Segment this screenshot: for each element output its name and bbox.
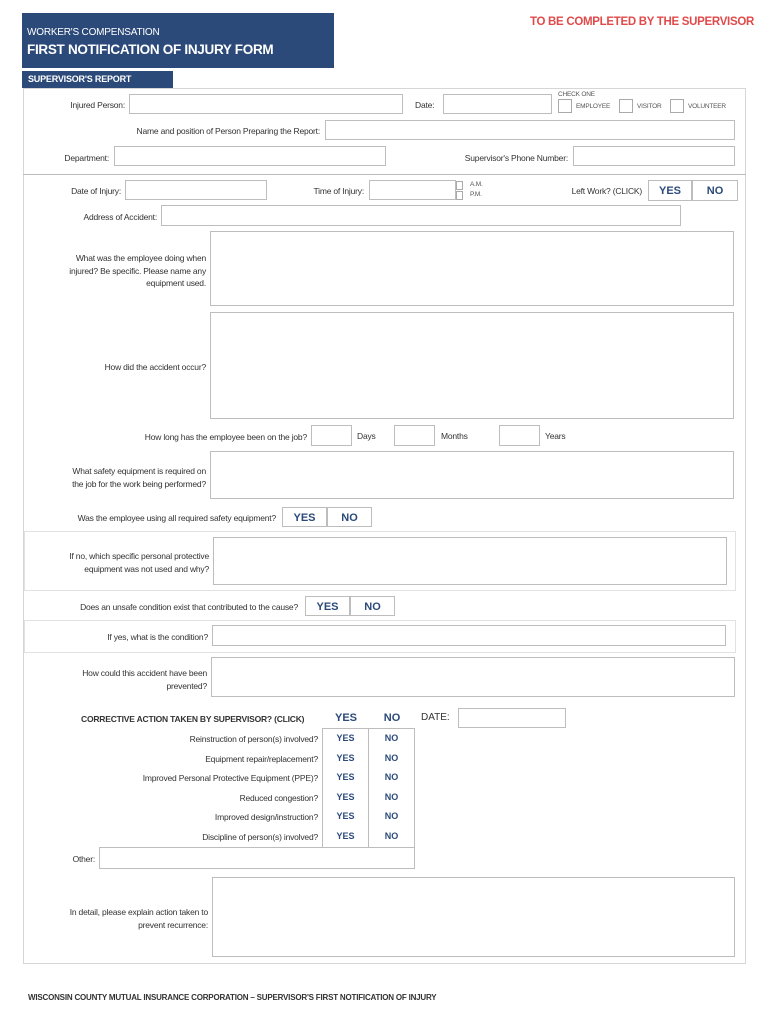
action-no-button[interactable]: NO	[384, 733, 399, 743]
preparer-input[interactable]	[325, 120, 735, 140]
action-no-button[interactable]: NO	[384, 753, 399, 763]
left-work-label: Left Work? (CLICK)	[571, 186, 642, 196]
section-title: SUPERVISOR'S REPORT	[28, 74, 132, 84]
corrective-date-label: DATE:	[421, 712, 450, 723]
months-input[interactable]	[394, 425, 435, 446]
grid-line	[414, 728, 415, 848]
action-no-button[interactable]: NO	[384, 772, 399, 782]
visitor-checkbox[interactable]	[619, 99, 633, 113]
action-label: Equipment repair/replacement?	[205, 754, 318, 764]
injured-person-label: Injured Person:	[70, 100, 125, 110]
action-label: Improved Personal Protective Equipment (PPE)?	[142, 773, 318, 783]
using-safety-yes-button[interactable]: YES	[282, 507, 327, 527]
supervisor-phone-label: Supervisor's Phone Number:	[464, 153, 568, 163]
how-occur-textarea[interactable]	[210, 312, 734, 419]
date-input[interactable]	[443, 94, 552, 114]
employee-doing-label: What was the employee doing when injured? Be specific. Please name any equipment used.	[69, 253, 206, 288]
action-no-button[interactable]: NO	[384, 811, 399, 821]
unsafe-condition-yes-button[interactable]: YES	[305, 596, 350, 616]
months-label: Months	[441, 431, 468, 441]
date-of-injury-label: Date of Injury:	[71, 186, 121, 196]
unsafe-condition-no-button[interactable]: NO	[350, 596, 395, 616]
prevented-textarea[interactable]	[211, 657, 735, 697]
time-of-injury-input[interactable]	[369, 180, 456, 200]
detail-label: In detail, please explain action taken to prevent recurrence:	[69, 907, 208, 930]
using-safety-no-button[interactable]: NO	[327, 507, 372, 527]
supervisor-note: TO BE COMPLETED BY THE SUPERVISOR	[530, 16, 754, 28]
footer-text: WISCONSIN COUNTY MUTUAL INSURANCE CORPORATION – SUPERVISOR'S FIRST NOTIFICATION OF INJURY	[28, 993, 437, 1002]
check-one-label: CHECK ONE	[558, 91, 595, 98]
action-label: Reduced congestion?	[239, 793, 318, 803]
employee-checkbox[interactable]	[558, 99, 572, 113]
employee-label: EMPLOYEE	[576, 103, 611, 110]
detail-textarea[interactable]	[212, 877, 735, 957]
corrective-action-label: CORRECTIVE ACTION TAKEN BY SUPERVISOR? (CLICK)	[81, 714, 305, 724]
am-label: A.M.	[470, 181, 483, 188]
condition-label: If yes, what is the condition?	[107, 632, 208, 642]
action-label: Improved design/instruction?	[214, 812, 318, 822]
ppe-not-used-label: If no, which specific personal protective equipment was not used and why?	[69, 551, 209, 574]
supervisor-phone-input[interactable]	[573, 146, 735, 166]
section-tab	[22, 71, 173, 88]
safety-required-label: What safety equipment is required on the job for the work being performed?	[72, 466, 206, 489]
years-label: Years	[545, 431, 566, 441]
visitor-label: VISITOR	[637, 103, 662, 110]
employee-doing-textarea[interactable]	[210, 231, 734, 306]
safety-required-textarea[interactable]	[210, 451, 734, 499]
action-no-button[interactable]: NO	[384, 792, 399, 802]
address-input[interactable]	[161, 205, 681, 226]
left-work-no-button[interactable]: NO	[692, 180, 738, 201]
prevented-label: How could this accident have been prevented?	[82, 668, 207, 691]
action-yes-button[interactable]: YES	[336, 753, 355, 763]
action-yes-button[interactable]: YES	[336, 733, 355, 743]
action-label: Discipline of person(s) involved?	[202, 832, 318, 842]
how-long-label: How long has the employee been on the job?	[144, 432, 307, 442]
condition-input[interactable]	[212, 625, 726, 646]
ppe-not-used-textarea[interactable]	[213, 537, 727, 585]
using-safety-label: Was the employee using all required safety equipment?	[77, 513, 276, 523]
years-input[interactable]	[499, 425, 540, 446]
pm-toggle[interactable]	[456, 191, 463, 200]
action-yes-button[interactable]: YES	[336, 792, 355, 802]
how-occur-label: How did the accident occur?	[104, 362, 206, 372]
date-of-injury-input[interactable]	[125, 180, 267, 200]
time-of-injury-label: Time of Injury:	[313, 186, 364, 196]
divider	[23, 174, 746, 175]
action-label: Reinstruction of person(s) involved?	[189, 734, 318, 744]
action-no-button[interactable]: NO	[384, 831, 399, 841]
header-banner	[22, 13, 334, 68]
corrective-date-input[interactable]	[458, 708, 566, 728]
days-label: Days	[357, 431, 376, 441]
volunteer-label: VOLUNTEER	[688, 103, 726, 110]
address-label: Address of Accident:	[83, 212, 157, 222]
volunteer-checkbox[interactable]	[670, 99, 684, 113]
action-yes-button[interactable]: YES	[336, 831, 355, 841]
left-work-yes-button[interactable]: YES	[648, 180, 692, 201]
pm-label: P.M.	[470, 191, 482, 198]
other-label: Other:	[72, 854, 95, 864]
injured-person-input[interactable]	[129, 94, 403, 114]
form-subtitle: WORKER'S COMPENSATION	[27, 27, 160, 38]
department-label: Department:	[64, 153, 109, 163]
preparer-label: Name and position of Person Preparing the Report:	[136, 126, 320, 136]
department-input[interactable]	[114, 146, 386, 166]
form-title: FIRST NOTIFICATION OF INJURY FORM	[27, 42, 274, 57]
corrective-yes-button[interactable]: YES	[334, 712, 357, 724]
action-yes-button[interactable]: YES	[336, 811, 355, 821]
days-input[interactable]	[311, 425, 352, 446]
unsafe-condition-label: Does an unsafe condition exist that contributed to the cause?	[80, 602, 298, 612]
corrective-no-button[interactable]: NO	[383, 712, 401, 724]
other-input[interactable]	[99, 847, 415, 869]
date-label: Date:	[415, 100, 435, 110]
am-toggle[interactable]	[456, 181, 463, 190]
action-yes-button[interactable]: YES	[336, 772, 355, 782]
